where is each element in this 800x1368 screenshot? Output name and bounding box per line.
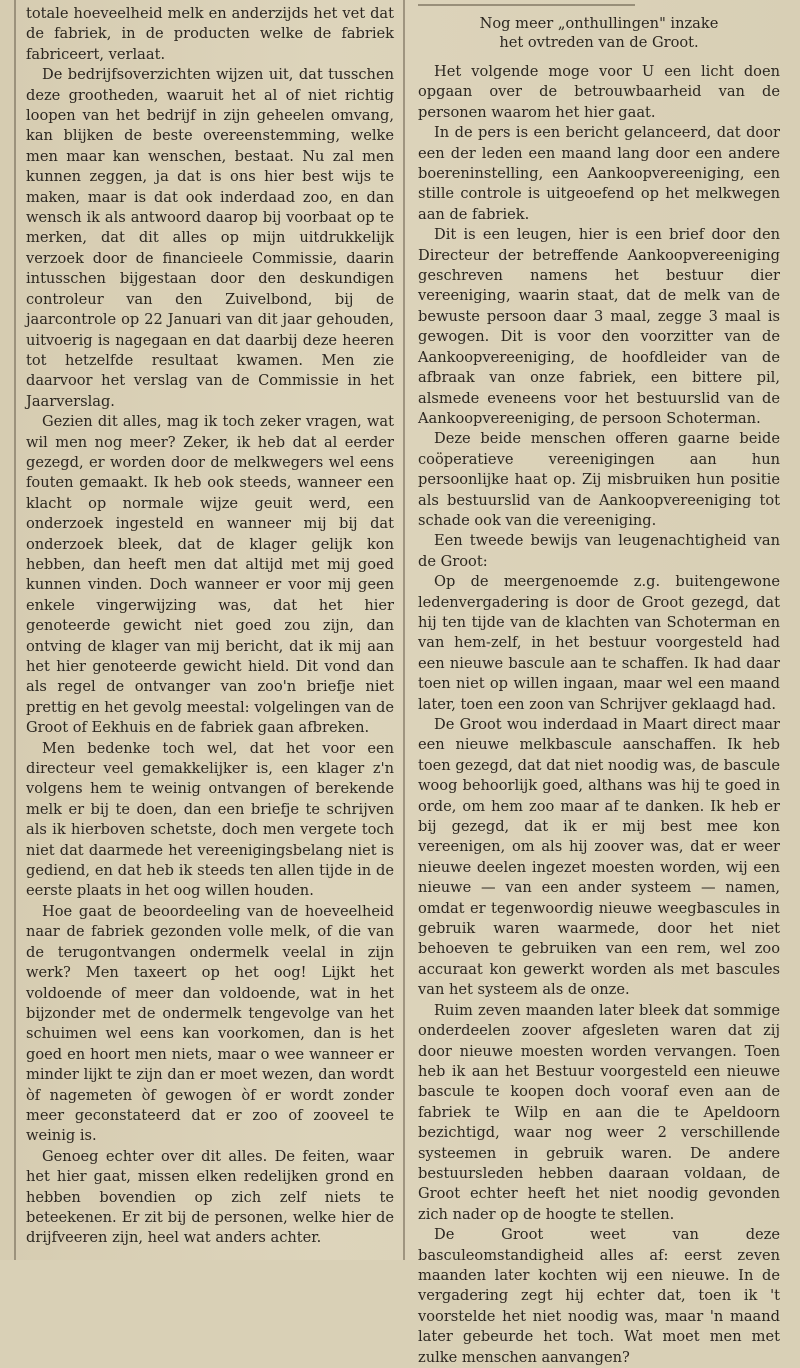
- right-paragraph: De Groot wou inderdaad in Maart direct maar een nieuwe melkbascule aanschaffen. Ik heb toen gezegd, dat dat niet noodig was, de bascule woog behoorlijk goed, althans was hij te goed in orde, om hem zoo maar af te danken. Ik heb er bij gezegd, dat ik er mij best mee kon vereenigen, om als hij zoover was, dat er weer nieuwe deelen ingezet moesten worden, wij een nieuwe — van een ander systeem — namen, omdat er tegenwoordig nieuwe weegbascules in gebruik waren waarmede, door het niet behoeven te gebruiken van een rem, wel zoo accuraat kon gewerkt worden als met bascules van het systeem als de onze.: [418, 716, 780, 999]
- right-paragraph: Op de meergenoemde z.g. buitengewone ledenvergadering is door de Groot gezegd, dat hij ten tijde van de klachten van Schoterman en van hem-zelf, in het bestuur voorgesteld had een nieuwe bascule aan te schaffen. Ik had daar toen niet op willen ingaan, maar wel een maand later, toen een zoon van Schrijver geklaagd had.: [418, 573, 780, 713]
- right-paragraph: Deze beide menschen offeren gaarne beide coöperatieve vereenigingen aan hun persoonlijke haat op. Zij misbruiken hun positie als bestuurslid van de Aankoopvereeniging tot schade ook van die vereeniging.: [418, 430, 780, 529]
- right-paragraph: In de pers is een bericht gelanceerd, dat door een der leden een maand lang door een andere boereninstelling, een Aankoopvereeniging, een stille controle is uitgeoefend op het melkwegen aan de fabriek.: [418, 124, 780, 223]
- article-heading: [418, 14, 780, 52]
- right-paragraph: Ruim zeven maanden later bleek dat sommige onderdeelen zoover afgesleten waren dat zij door nieuwe moesten worden vervangen. Toen heb ik aan het Bestuur voorgesteld een nieuwe bascule te koopen doch vooraf even aan de fabriek te Wilp en aan die te Apeldoorn bezichtigd, waar nog weer 2 verschillende systeemen in gebruik waren. De andere bestuursleden hebben daaraan voldaan, de Groot echter heeft het niet noodig gevonden zich nader op de hoogte te stellen.: [418, 1001, 780, 1223]
- right-paragraph: Een tweede bewijs van leugenachtigheid van de Groot:: [418, 532, 780, 570]
- right-paragraph: Dit is een leugen, hier is een brief door den Directeur der betreffende Aankoopvereeniging geschreven namens het bestuur dier vereeniging, waarin staat, dat de melk van de bewuste persoon daar 3 maal, zegge 3 maal is gewogen. Dit is voor den voorzitter van de Aankoopvereeniging, de hoofdleider van de afbraak van onze fabriek, een bittere pil, alsmede eveneens voor het bestuurslid van de Aankoopvereeniging, de persoon Schoterman.: [418, 226, 780, 427]
- left-paragraph: De bedrijfsoverzichten wijzen uit, dat tusschen deze grootheden, waaruit het al of niet richtig loopen van het bedrijf in zijn geheelen omvang, kan blijken de beste overeenstemming, welke men maar kan wenschen, bestaat. Nu zal men kunnen zeggen, ja dat is ons hier best wijs te maken, maar is dat ook inderdaad zoo, en dan wensch ik als antwoord daarop bij voorbaat op te merken, dat dit alles op mijn uitdrukkelijk verzoek door de financieele Commissie, daarin intusschen bijgestaan door den deskundigen controleur van den Zuivelbond, bij de jaarcontrole op 22 Januari van dit jaar gehouden, uitvoerig is nagegaan en dat daarbij deze heeren tot hetzelfde resultaat kwamen. Men zie daarvoor het verslag van de Commissie in het Jaarverslag.: [26, 66, 394, 410]
- left-paragraph: Hoe gaat de beoordeeling van de hoeveelheid naar de fabriek gezonden volle melk, of die van de terugontvangen ondermelk veelal in zijn werk? Men taxeert op het oog! Lijkt het voldoende of meer dan voldoende, wat in het bijzonder met de ondermelk tengevolge van het schuimen wel eens kan voorkomen, dan is het goed en hoort men niets, maar o wee wanneer er minder lijkt te zijn dan er moet wezen, dan wordt òf nagemeten òf gewogen òf er wordt zonder meer geconstateerd dat er zoo of zooveel te weinig is.: [26, 902, 394, 1145]
- article-heading-line: Nog meer „onthullingen" inzake: [479, 15, 719, 32]
- left-paragraph: Genoeg echter over dit alles. De feiten, waar het hier gaat, missen elken redelijken grond en hebben bovendien op zich zelf niets te beteekenen. Er zit bij de personen, welke hier de drijfveeren zijn, heel wat anders achter.: [26, 1147, 394, 1247]
- article-heading-line: het ovtreden van de Groot.: [499, 34, 699, 51]
- left-paragraph: Men bedenke toch wel, dat het voor een directeur veel gemakkelijker is, een klager z'n volgens hem te weinig ontvangen of berekende melk er bij te doen, dan een briefje te schrijven als ik hierboven schetste, doch men vergete toch niet dat daarmede het vereenigingsbelang niet is gediend, en dat heb ik steeds ten allen tijde in de eerste plaats in het oog willen houden.: [26, 739, 394, 900]
- right-paragraph: De Groot weet van deze basculeomstandigheid alles af: eerst zeven maanden later kochten wij een nieuwe. In de vergadering zegt hij echter dat, toen ik 't voorstelde het niet noodig was, maar 'n maand later gebeurde het toch. Wat moet men met zulke menschen aanvangen?: [418, 1226, 780, 1366]
- article-separator: [418, 4, 635, 6]
- left-paragraph: Gezien dit alles, mag ik toch zeker vragen, wat wil men nog meer? Zeker, ik heb dat al eerder gezegd, er worden door de melkwegers wel eens fouten gemaakt. Ik heb ook steeds, wanneer een klacht op normale wijze geuit werd, een onderzoek ingesteld en wanneer mij bij dat onderzoek bleek, dat de klager gelijk kon hebben, dan heeft men dat altijd met mij goed kunnen vinden. Doch wanneer er voor mij geen enkele vingerwijzing was, dat het hier genoteerde gewicht niet goed zou zijn, dan ontving de klager van mij bericht, dat ik mij aan het hier genoteerde gewicht hield. Dit vond dan als regel de ontvanger van zoo'n briefje niet prettig en het gevolg meestal: volgelingen van de Groot of Eekhuis en de fabriek gaan afbreken.: [26, 413, 394, 737]
- right-column: [414, 0, 784, 1366]
- column-divider: [403, 0, 405, 1260]
- left-margin-rule: [14, 0, 16, 1260]
- right-paragraph: Het volgende moge voor U een licht doen opgaan over de betrouwbaarheid van de personen waarom het hier gaat.: [418, 63, 780, 121]
- left-paragraph: totale hoeveelheid melk en anderzijds het vet dat de fabriek, in de producten welke de fabriek fabriceert, verlaat.: [26, 5, 394, 63]
- left-column: [22, 0, 398, 1260]
